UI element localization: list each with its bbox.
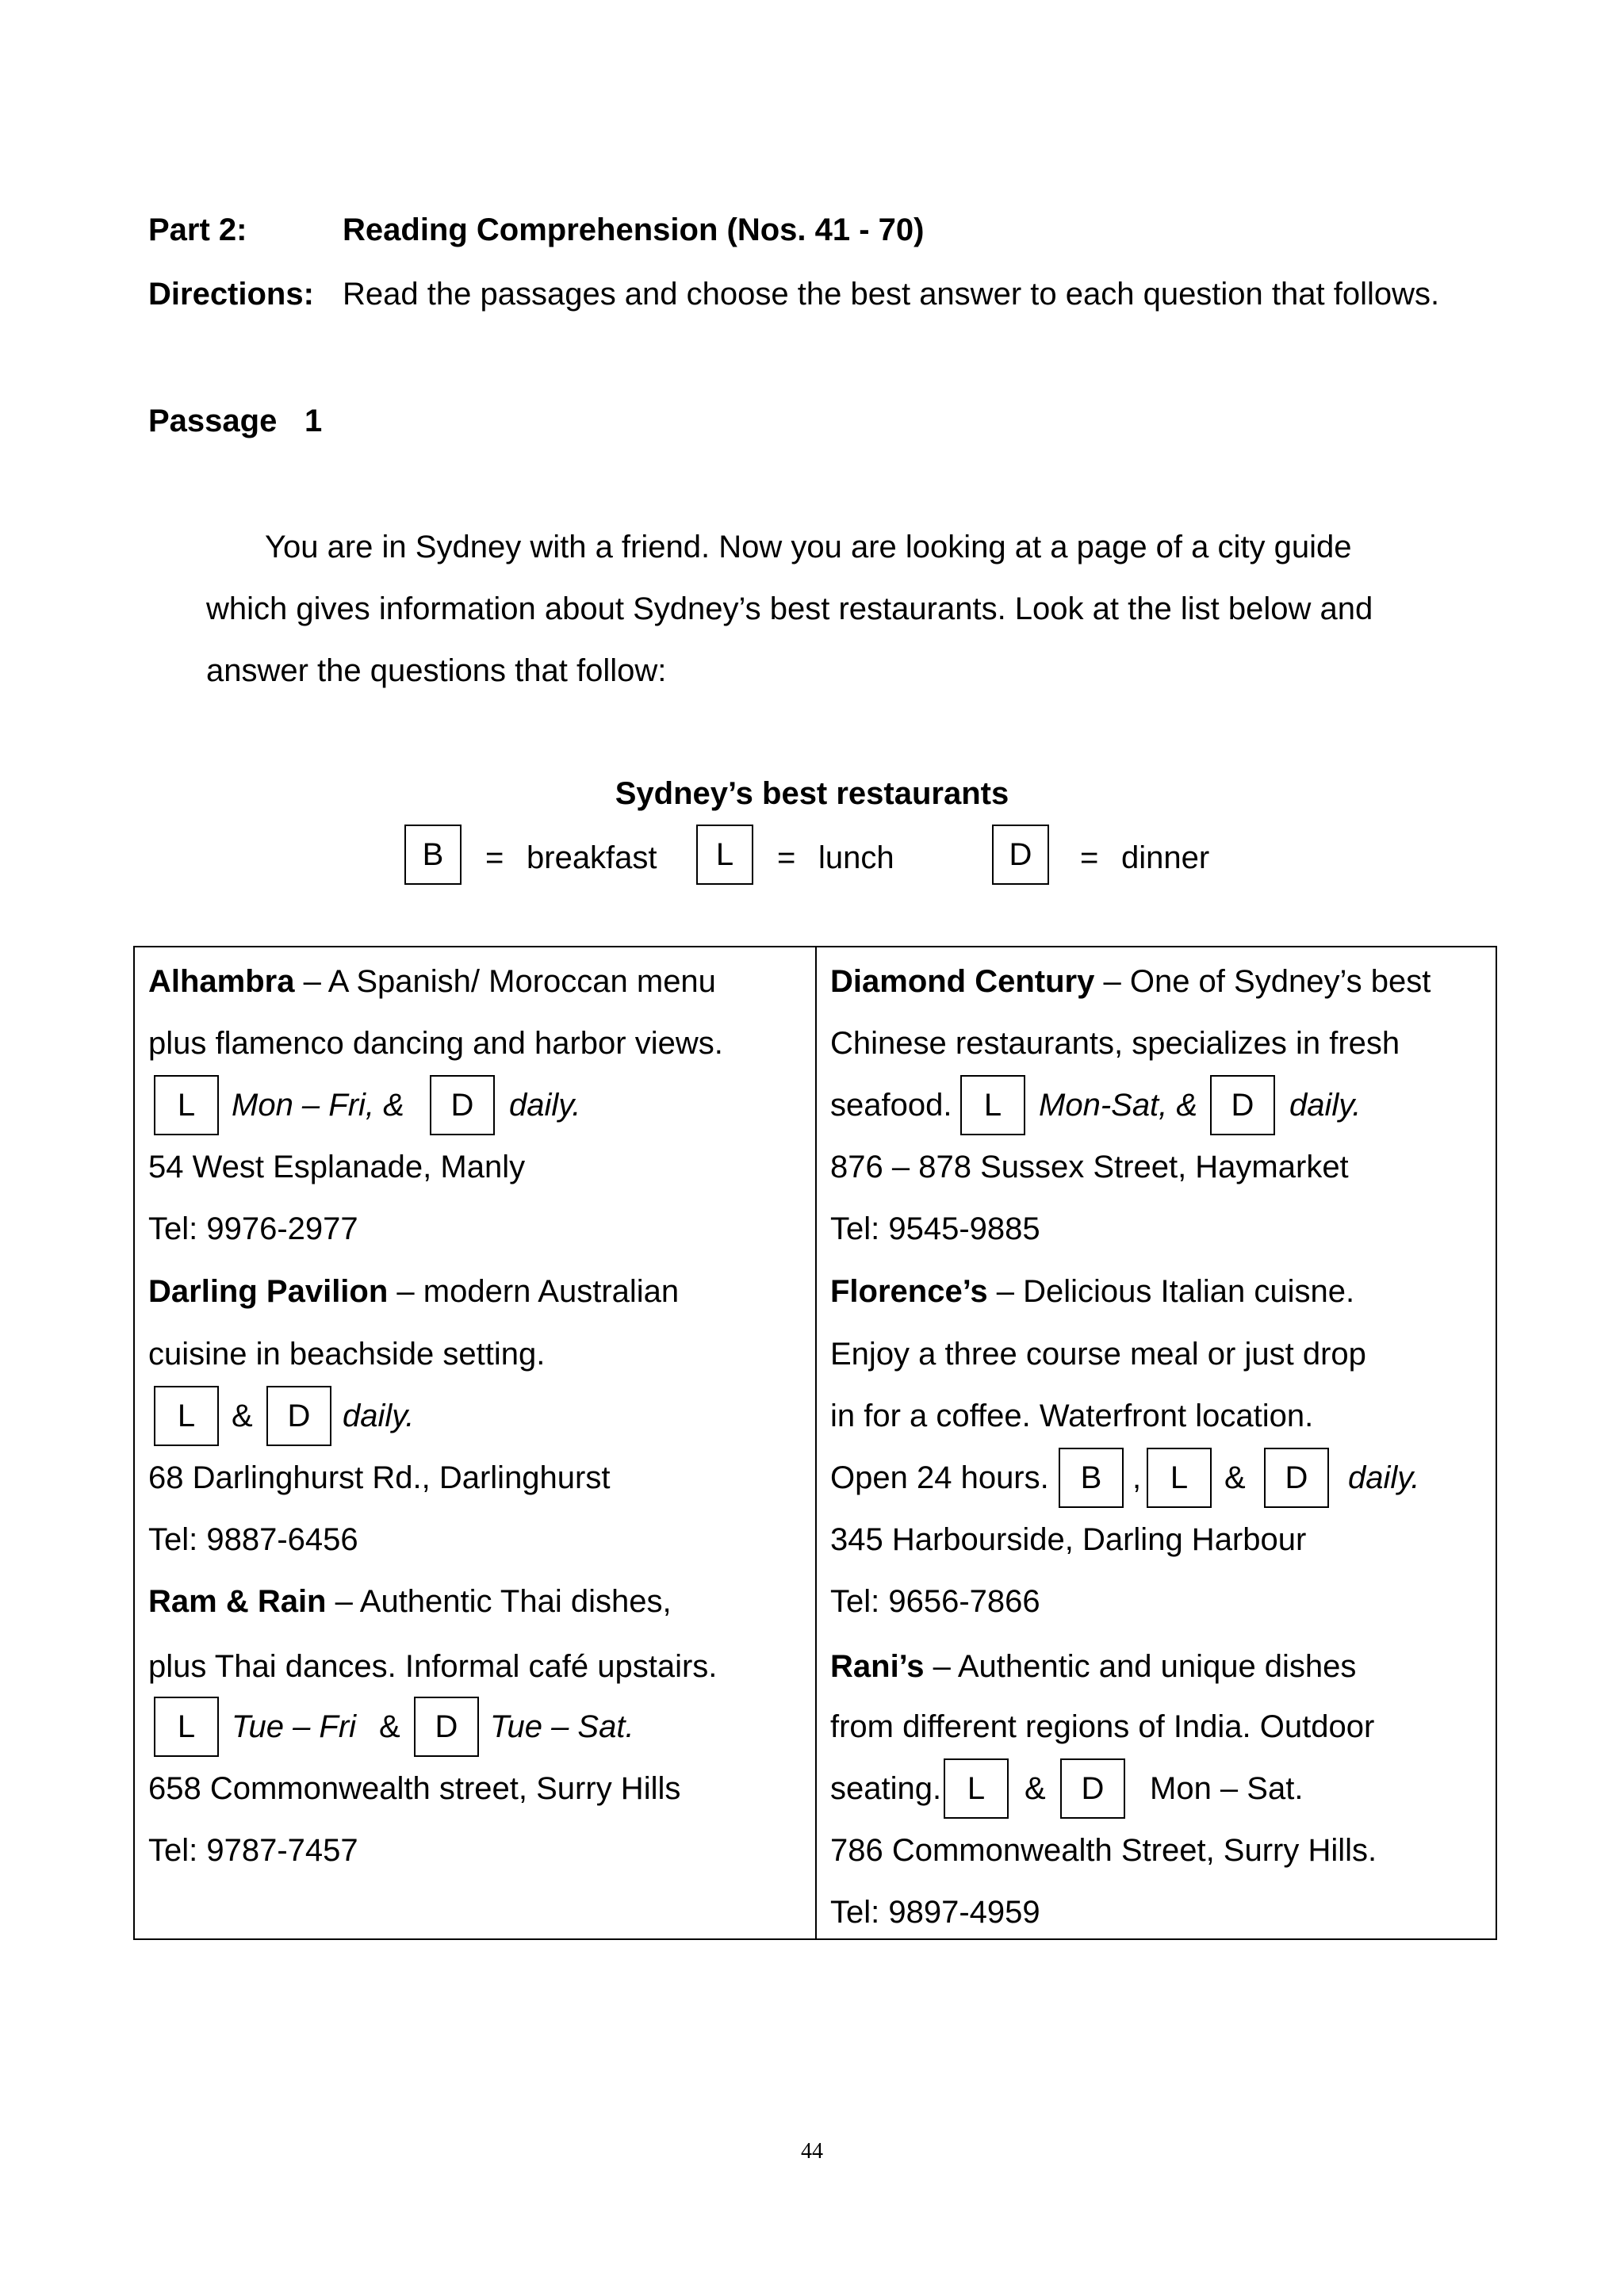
florence-lead: Open 24 hours.	[830, 1460, 1049, 1495]
florence-address: 345 Harbourside, Darling Harbour	[830, 1522, 1307, 1557]
restaurant-name: Darling Pavilion	[148, 1274, 389, 1309]
meal-dinner-box: D	[266, 1386, 331, 1446]
key-breakfast-box: B	[404, 825, 462, 885]
restaurant-name: Alhambra	[148, 964, 295, 999]
florence-tel: Tel: 9656-7866	[830, 1584, 1040, 1619]
florence-amp: &	[1224, 1460, 1246, 1495]
part-title: Reading Comprehension (Nos. 41 - 70)	[343, 212, 925, 247]
ramrain-dinner-days: Tue – Sat.	[490, 1709, 634, 1744]
darling-desc-line: cuisine in beachside setting.	[148, 1337, 546, 1372]
alhambra-lunch-days: Mon – Fri, &	[232, 1088, 404, 1123]
meal-lunch-box: L	[944, 1758, 1009, 1819]
florence-desc-line: in for a coffee. Waterfront location.	[830, 1399, 1314, 1433]
guide-title: Sydney’s best restaurants	[615, 776, 1009, 811]
key-equals: =	[1080, 840, 1099, 875]
key-lunch-box: L	[696, 825, 753, 885]
key-breakfast-meaning: breakfast	[527, 840, 657, 875]
darling-amp: &	[232, 1399, 253, 1433]
meal-dinner-box: D	[1264, 1448, 1329, 1508]
diamond-desc-line: Diamond Century – One of Sydney’s best	[830, 964, 1431, 999]
darling-days: daily.	[343, 1399, 415, 1433]
key-equals: =	[777, 840, 796, 875]
meal-dinner-box: D	[1060, 1758, 1125, 1819]
florence-desc-line: Enjoy a three course meal or just drop	[830, 1337, 1366, 1372]
key-dinner-meaning: dinner	[1121, 840, 1210, 875]
restaurant-name: Florence’s	[830, 1274, 988, 1309]
diamond-address: 876 – 878 Sussex Street, Haymarket	[830, 1150, 1349, 1184]
ramrain-lunch-days: Tue – Fri	[232, 1709, 357, 1744]
alhambra-tel: Tel: 9976-2977	[148, 1211, 358, 1246]
rani-address: 786 Commonwealth Street, Surry Hills.	[830, 1833, 1377, 1868]
page-number: 44	[801, 2139, 823, 2164]
diamond-lead: seafood.	[830, 1088, 952, 1123]
ramrain-desc-line: plus Thai dances. Informal café upstairs.	[148, 1649, 718, 1684]
meal-dinner-box: D	[430, 1075, 495, 1135]
meal-lunch-box: L	[1147, 1448, 1212, 1508]
key-equals: =	[485, 840, 504, 875]
rani-tel: Tel: 9897-4959	[830, 1895, 1040, 1930]
directions-label: Directions:	[148, 277, 314, 312]
rani-desc-line: Rani’s – Authentic and unique dishes	[830, 1649, 1357, 1684]
passage-number: 1	[304, 404, 323, 438]
florence-comma: ,	[1132, 1460, 1142, 1495]
passage-label: Passage	[148, 404, 278, 438]
florence-days: daily.	[1348, 1460, 1420, 1495]
ramrain-desc-line: Ram & Rain – Authentic Thai dishes,	[148, 1584, 672, 1619]
restaurant-name: Ram & Rain	[148, 1584, 327, 1619]
restaurant-name: Diamond Century	[830, 964, 1095, 999]
alhambra-desc-line: Alhambra – A Spanish/ Moroccan menu	[148, 964, 716, 999]
diamond-tel: Tel: 9545-9885	[830, 1211, 1040, 1246]
meal-lunch-box: L	[154, 1386, 219, 1446]
intro-line: which gives information about Sydney’s best restaurants. Look at the list below and	[206, 591, 1373, 626]
table-divider	[815, 947, 817, 1938]
alhambra-desc-line: plus flamenco dancing and harbor views.	[148, 1026, 723, 1061]
meal-lunch-box: L	[154, 1075, 219, 1135]
intro-line: You are in Sydney with a friend. Now you are looking at a page of a city guide	[265, 530, 1352, 564]
darling-desc-line: Darling Pavilion – modern Australian	[148, 1274, 680, 1309]
rani-lead: seating.	[830, 1771, 942, 1806]
key-lunch-meaning: lunch	[818, 840, 894, 875]
intro-line: answer the questions that follow:	[206, 653, 667, 688]
diamond-dinner-days: daily.	[1289, 1088, 1362, 1123]
alhambra-address: 54 West Esplanade, Manly	[148, 1150, 526, 1184]
ramrain-tel: Tel: 9787-7457	[148, 1833, 358, 1868]
meal-dinner-box: D	[414, 1697, 479, 1757]
meal-breakfast-box: B	[1059, 1448, 1124, 1508]
alhambra-dinner-days: daily.	[509, 1088, 581, 1123]
diamond-lunch-days: Mon-Sat, &	[1039, 1088, 1198, 1123]
ramrain-amp: &	[379, 1709, 400, 1744]
rani-amp: &	[1025, 1771, 1046, 1806]
florence-desc-line: Florence’s – Delicious Italian cuisne.	[830, 1274, 1355, 1309]
diamond-desc-line: Chinese restaurants, specializes in fresh	[830, 1026, 1400, 1061]
part-label: Part 2:	[148, 212, 247, 247]
directions-text: Read the passages and choose the best answer to each question that follows.	[343, 277, 1440, 312]
restaurant-name: Rani’s	[830, 1649, 925, 1684]
rani-days: Mon – Sat.	[1150, 1771, 1304, 1806]
meal-lunch-box: L	[154, 1697, 219, 1757]
darling-tel: Tel: 9887-6456	[148, 1522, 358, 1557]
meal-lunch-box: L	[960, 1075, 1025, 1135]
meal-dinner-box: D	[1210, 1075, 1275, 1135]
ramrain-address: 658 Commonwealth street, Surry Hills	[148, 1771, 681, 1806]
key-dinner-box: D	[992, 825, 1049, 885]
darling-address: 68 Darlinghurst Rd., Darlinghurst	[148, 1460, 611, 1495]
rani-desc-line: from different regions of India. Outdoor	[830, 1709, 1375, 1744]
